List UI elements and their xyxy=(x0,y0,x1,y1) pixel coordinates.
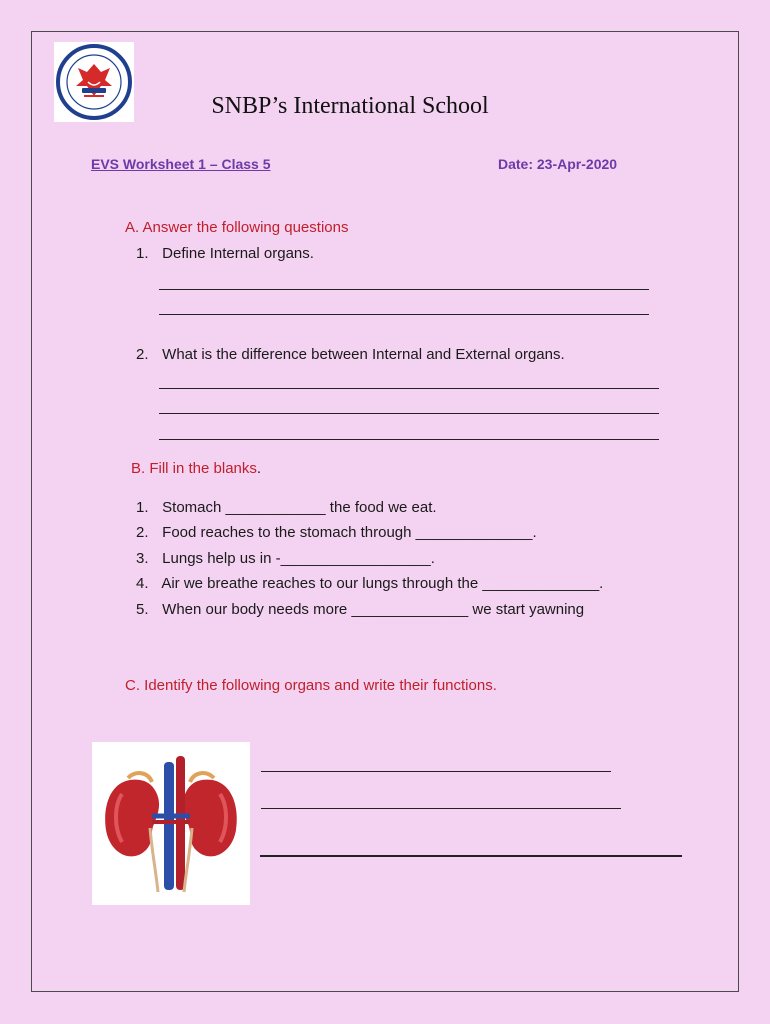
item-text: Food reaches to the stomach through ______________. xyxy=(162,524,537,541)
blank-item-1 xyxy=(136,499,437,516)
section-b-heading-text: B. Fill in the blanks xyxy=(131,460,257,477)
answer-line[interactable] xyxy=(159,289,649,290)
item-number: 1. xyxy=(136,499,149,516)
item-text: Air we breathe reaches to our lungs through the ______________. xyxy=(161,575,604,592)
question-text: What is the difference between Internal and External organs. xyxy=(162,346,565,363)
section-a-heading: A. Answer the following questions xyxy=(125,219,349,236)
answer-line[interactable] xyxy=(159,413,659,414)
question-a1 xyxy=(136,245,314,262)
blank-item-5 xyxy=(136,601,584,618)
item-text: When our body needs more ______________ we start yawning xyxy=(162,601,585,618)
item-text: Lungs help us in -__________________. xyxy=(162,550,435,567)
worksheet-date: Date: 23-Apr-2020 xyxy=(498,156,618,172)
question-text: Define Internal organs. xyxy=(162,245,314,262)
answer-line[interactable] xyxy=(261,808,621,809)
blank-item-3 xyxy=(136,550,435,567)
answer-line[interactable] xyxy=(159,314,649,315)
answer-line[interactable] xyxy=(159,388,659,389)
item-number: 5. xyxy=(136,601,149,618)
answer-line[interactable] xyxy=(261,771,611,772)
worksheet-title: EVS Worksheet 1 – Class 5 xyxy=(91,156,271,172)
item-number: 4. xyxy=(136,575,149,592)
section-c-heading: C. Identify the following organs and write their functions. xyxy=(125,677,497,694)
question-number: 1. xyxy=(136,245,149,262)
answer-line[interactable] xyxy=(159,439,659,440)
kidney-image xyxy=(92,742,250,905)
school-name: SNBP’s International School xyxy=(211,93,489,119)
blank-item-2 xyxy=(136,524,537,541)
item-text: Stomach ____________ the food we eat. xyxy=(162,499,437,516)
item-number: 2. xyxy=(136,524,149,541)
item-number: 3. xyxy=(136,550,149,567)
blank-item-4 xyxy=(136,575,603,592)
kidneys-illustration xyxy=(92,742,250,905)
answer-line[interactable] xyxy=(260,855,682,857)
section-b-heading: B. Fill in the blanks. xyxy=(131,460,262,477)
question-a2 xyxy=(136,346,565,363)
question-number: 2. xyxy=(136,346,149,363)
